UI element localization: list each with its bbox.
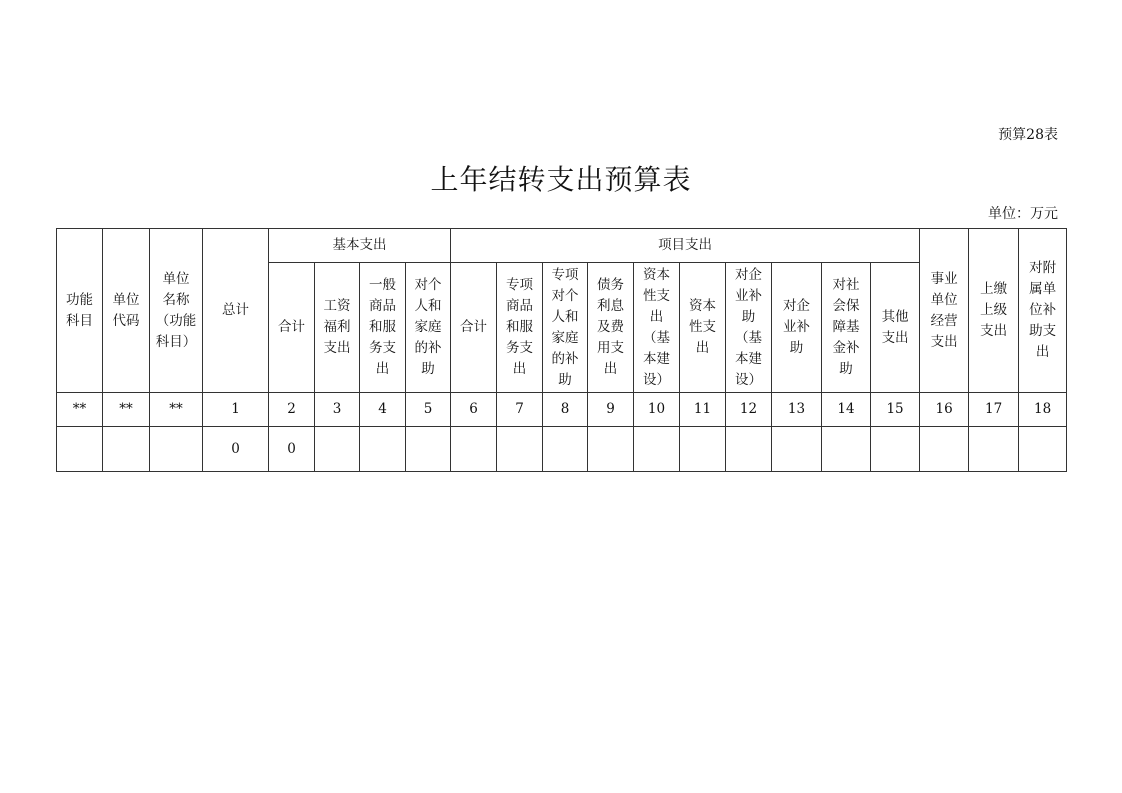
data-cell xyxy=(588,427,634,472)
index-cell: ** xyxy=(150,393,203,427)
index-cell: 5 xyxy=(406,393,451,427)
index-cell: 18 xyxy=(1019,393,1067,427)
header-project-social-security: 对社 会保 障基 金补 助 xyxy=(822,263,871,393)
header-project-enterprise: 对企 业补 助 xyxy=(772,263,822,393)
data-cell xyxy=(406,427,451,472)
page-title: 上年结转支出预算表 xyxy=(430,163,692,196)
budget-table xyxy=(56,228,1067,472)
data-cell xyxy=(726,427,772,472)
index-cell: 8 xyxy=(543,393,588,427)
data-cell xyxy=(920,427,969,472)
header-project-other: 其他 支出 xyxy=(871,263,920,393)
data-cell-total: 0 xyxy=(203,427,269,472)
header-project-group: 项目支出 xyxy=(451,229,920,263)
index-cell: 3 xyxy=(315,393,360,427)
index-cell: ** xyxy=(103,393,150,427)
header-unit-code: 单位 代码 xyxy=(103,229,150,393)
data-cell xyxy=(543,427,588,472)
header-basic-group: 基本支出 xyxy=(269,229,451,263)
header-sub-units: 对附 属单 位补 助支 出 xyxy=(1019,229,1067,393)
data-cell xyxy=(57,427,103,472)
header-unit-name: 单位 名称 （功能 科目） xyxy=(150,229,203,393)
index-cell: 14 xyxy=(822,393,871,427)
data-cell xyxy=(634,427,680,472)
data-cell xyxy=(360,427,406,472)
header-project-capital: 资本 性支 出 xyxy=(680,263,726,393)
header-pay-upper: 上缴 上级 支出 xyxy=(969,229,1019,393)
header-row-1 xyxy=(57,229,1067,263)
index-cell: 11 xyxy=(680,393,726,427)
index-cell: 10 xyxy=(634,393,680,427)
data-cell xyxy=(315,427,360,472)
unit-label: 单位：万元 xyxy=(988,206,1058,222)
data-cell xyxy=(680,427,726,472)
header-basic-subsidy: 对个 人和 家庭 的补 助 xyxy=(406,263,451,393)
index-cell: 1 xyxy=(203,393,269,427)
form-number: 预算28表 xyxy=(998,127,1058,143)
header-project-enterprise-construction: 对企 业补 助 （基 本建 设） xyxy=(726,263,772,393)
header-basic-wages: 工资 福利 支出 xyxy=(315,263,360,393)
data-cell xyxy=(451,427,497,472)
data-cell xyxy=(969,427,1019,472)
data-cell xyxy=(772,427,822,472)
index-cell: 7 xyxy=(497,393,543,427)
header-project-total: 合计 xyxy=(451,263,497,393)
data-cell xyxy=(103,427,150,472)
header-basic-total: 合计 xyxy=(269,263,315,393)
index-row xyxy=(57,393,1067,427)
header-project-subsidy: 专项 对个 人和 家庭 的补 助 xyxy=(543,263,588,393)
header-total: 总计 xyxy=(203,229,269,393)
header-project-debt: 债务 利息 及费 用支 出 xyxy=(588,263,634,393)
index-cell: 17 xyxy=(969,393,1019,427)
index-cell: 2 xyxy=(269,393,315,427)
data-cell xyxy=(822,427,871,472)
header-business-op: 事业 单位 经营 支出 xyxy=(920,229,969,393)
header-func-subject: 功能 科目 xyxy=(57,229,103,393)
index-cell: ** xyxy=(57,393,103,427)
index-cell: 4 xyxy=(360,393,406,427)
data-cell xyxy=(1019,427,1067,472)
header-project-capital-construction: 资本 性支 出 （基 本建 设） xyxy=(634,263,680,393)
index-cell: 13 xyxy=(772,393,822,427)
data-cell xyxy=(150,427,203,472)
index-cell: 16 xyxy=(920,393,969,427)
index-cell: 12 xyxy=(726,393,772,427)
header-basic-goods: 一般 商品 和服 务支 出 xyxy=(360,263,406,393)
index-cell: 6 xyxy=(451,393,497,427)
index-cell: 15 xyxy=(871,393,920,427)
data-cell xyxy=(497,427,543,472)
data-cell-basic-total: 0 xyxy=(269,427,315,472)
data-cell xyxy=(871,427,920,472)
index-cell: 9 xyxy=(588,393,634,427)
data-row xyxy=(57,427,1067,472)
header-project-goods: 专项 商品 和服 务支 出 xyxy=(497,263,543,393)
